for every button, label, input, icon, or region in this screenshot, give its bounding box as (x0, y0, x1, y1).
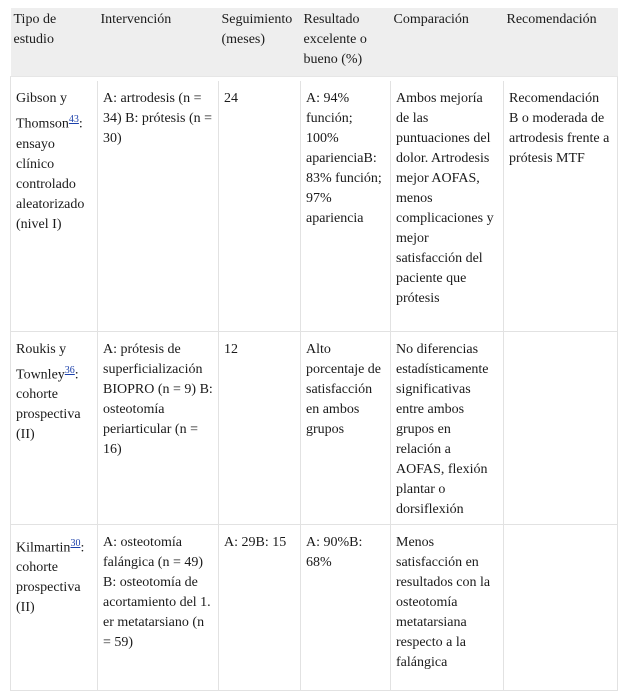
evidence-table (10, 8, 618, 691)
recommendation-cell: Recomendación B o moderada de artrodesis frente a prótesis MTF (504, 81, 618, 331)
header-intervention: Intervención (98, 8, 219, 77)
header-recommendation: Recomendación (504, 8, 618, 77)
intervention-cell: A: osteotomía falángica (n = 49) B: osteotomía de acortamiento del 1. er metatarsiano (n = 59) (98, 524, 219, 690)
comparison-cell: No diferencias estadísticamente significativas entre ambos grupos en relación a AOFAS, flexión plantar o dorsiflexión (391, 331, 504, 524)
followup-cell: A: 29B: 15 (219, 524, 301, 690)
table-row (11, 331, 618, 524)
result-cell: A: 90%B: 68% (301, 524, 391, 690)
recommendation-cell (504, 524, 618, 690)
table-row (11, 524, 618, 690)
table-row (11, 81, 618, 331)
result-cell: A: 94% función; 100% aparienciaB: 83% función; 97% apariencia (301, 81, 391, 331)
study-cell (11, 81, 98, 331)
header-study-type: Tipo de estudio (11, 8, 98, 77)
study-design: : cohorte prospectiva (II) (16, 367, 81, 443)
study-author: Kilmartin (16, 540, 71, 556)
reference-link[interactable]: 30 (70, 537, 81, 549)
comparison-cell: Ambos mejoría de las puntuaciones del dolor. Artrodesis mejor AOFAS, menos complicaciones y mejor satisfacción del paciente que prótesis (391, 81, 504, 331)
header-row (11, 8, 618, 77)
study-design: : ensayo clínico controlado aleatorizado (nivel I) (16, 116, 85, 232)
reference-link[interactable]: 43 (68, 114, 79, 125)
study-author: Roukis y Townley (16, 341, 67, 383)
intervention-cell: A: prótesis de superficialización BIOPRO (n = 9) B: osteotomía periarticular (n = 16) (98, 331, 219, 524)
header-comparison: Comparación (391, 8, 504, 77)
header-followup: Seguimiento (meses) (219, 8, 301, 77)
study-cell (11, 331, 98, 524)
reference-link[interactable]: 36 (64, 364, 75, 376)
followup-cell: 12 (219, 331, 301, 524)
intervention-cell: A: artrodesis (n = 34) B: prótesis (n = 30) (98, 81, 219, 331)
comparison-cell: Menos satisfacción en resultados con la osteotomía metatarsiana respecto a la falángica (391, 524, 504, 690)
result-cell: Alto porcentaje de satisfacción en ambos grupos (301, 331, 391, 524)
header-result: Resultado excelente o bueno (%) (301, 8, 391, 77)
recommendation-cell (504, 331, 618, 524)
study-cell (11, 524, 98, 690)
study-author: Gibson y Thomson (16, 91, 69, 132)
study-design: : cohorte prospectiva (II) (16, 540, 85, 616)
followup-cell: 24 (219, 81, 301, 331)
